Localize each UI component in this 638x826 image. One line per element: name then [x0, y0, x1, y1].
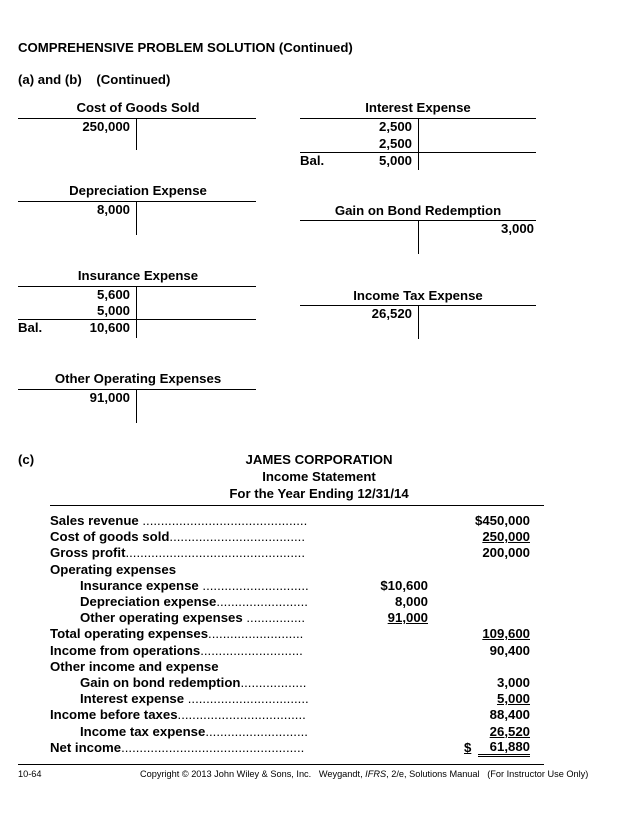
- statement-header-rule: [50, 505, 544, 506]
- dot-leader: .............................................: [138, 513, 308, 528]
- right-amount: 5,000: [496, 691, 530, 707]
- t-account-title: Cost of Goods Sold: [76, 100, 200, 115]
- section-subtitle: (a) and (b) (Continued): [18, 72, 171, 87]
- balance-value: 5,000: [378, 153, 412, 168]
- dot-leader: .....................................: [169, 529, 305, 545]
- t-account-title: Income Tax Expense: [353, 288, 483, 303]
- book-title: IFRS: [365, 769, 387, 779]
- right-amount: 3,000: [496, 675, 530, 690]
- dot-leader: ............................: [205, 723, 308, 739]
- credit-entry: 2,500: [378, 136, 412, 151]
- right-amount: 109,600: [482, 626, 530, 642]
- debit-entry: 5,000: [96, 303, 130, 318]
- mid-amount: $10,600: [380, 577, 428, 593]
- balance-label: Bal.: [300, 153, 325, 168]
- row-label-text: Other operating expenses: [80, 610, 243, 626]
- row-label-text: Income from operations: [50, 642, 201, 658]
- t-account-divider: [418, 118, 419, 170]
- row-label-text: Insurance expense: [80, 577, 199, 593]
- company-name: JAMES CORPORATION: [245, 452, 393, 467]
- row-label: [80, 610, 336, 625]
- debit-entry: 250,000: [82, 119, 130, 134]
- row-label-text: Other income and expense: [50, 658, 219, 674]
- balance-value: 10,600: [89, 320, 130, 335]
- dot-leader: .............................: [198, 577, 309, 593]
- row-label: [50, 740, 336, 755]
- debit-entry: 91,000: [89, 390, 130, 405]
- copyright-notice: [140, 769, 588, 779]
- dot-leader: ............................: [200, 642, 303, 658]
- statement-name: Income Statement: [262, 469, 376, 484]
- dot-leader: ..........................: [208, 626, 304, 642]
- credit-entry: 2,500: [378, 119, 412, 134]
- right-amount: 61,880: [478, 740, 530, 757]
- dot-leader: ...................................: [177, 707, 306, 723]
- row-label: [50, 643, 336, 658]
- row-label-text: Sales revenue: [50, 513, 139, 528]
- right-amount: 26,520: [489, 723, 530, 739]
- dot-leader: .................................................: [125, 545, 306, 561]
- right-amount: 88,400: [489, 707, 530, 723]
- statement-period: For the Year Ending 12/31/14: [229, 486, 409, 501]
- right-amount: 250,000: [482, 529, 530, 545]
- dot-leader: ..................: [240, 675, 307, 690]
- mid-amount: 91,000: [387, 610, 428, 626]
- row-label: [50, 513, 336, 528]
- copyright-tail: , 2/e, Solutions Manual (For Instructor Use Only): [386, 769, 589, 779]
- row-label: [50, 562, 336, 577]
- t-account-divider: [136, 286, 137, 338]
- right-amount: 200,000: [482, 545, 530, 561]
- debit-entry: 8,000: [96, 202, 130, 217]
- page-number: 10-64: [18, 769, 42, 779]
- t-account-divider: [136, 389, 137, 423]
- row-label: [80, 724, 336, 739]
- row-label: [80, 675, 336, 690]
- balance-label: Bal.: [18, 320, 43, 335]
- row-label: [50, 626, 336, 641]
- t-account-title: Insurance Expense: [77, 268, 199, 283]
- t-account-title: Interest Expense: [365, 100, 471, 115]
- dot-leader: .................................: [184, 691, 309, 707]
- row-label-text: Gain on bond redemption: [80, 675, 241, 690]
- t-account-divider: [136, 201, 137, 235]
- row-label: [50, 545, 336, 560]
- t-account-divider: [418, 220, 419, 254]
- t-account-title: Depreciation Expense: [69, 183, 207, 198]
- row-label: [50, 707, 336, 722]
- row-label-text: Operating expenses: [50, 561, 177, 577]
- row-label-text: Depreciation expense: [80, 594, 217, 609]
- row-label: [80, 594, 336, 609]
- row-label-text: Income tax expense: [80, 723, 206, 739]
- page-title: COMPREHENSIVE PROBLEM SOLUTION (Continued): [18, 40, 353, 55]
- t-account-divider: [136, 118, 137, 150]
- footer-rule: [18, 764, 544, 765]
- row-label: [80, 578, 336, 593]
- right-amount: $450,000: [474, 513, 530, 528]
- debit-entry: 5,600: [96, 287, 130, 302]
- row-label-text: Total operating expenses: [50, 626, 209, 642]
- row-label-text: Interest expense: [80, 691, 185, 707]
- currency-sign: $: [464, 739, 472, 755]
- row-label: [50, 659, 336, 674]
- row-label-text: Net income: [50, 739, 122, 755]
- dot-leader: .........................: [216, 594, 308, 609]
- row-label: [80, 691, 336, 706]
- row-label-text: Gross profit: [50, 545, 126, 561]
- copyright-text: Copyright © 2013 John Wiley & Sons, Inc. Weygandt,: [140, 769, 366, 779]
- t-account-divider: [418, 305, 419, 339]
- debit-entry: 26,520: [371, 306, 412, 321]
- row-label: [50, 529, 336, 544]
- dot-leader: ..................................................: [121, 739, 305, 755]
- mid-amount: 8,000: [394, 594, 428, 609]
- right-amount: 90,400: [489, 642, 530, 658]
- row-label-text: Cost of goods sold: [50, 529, 170, 545]
- row-label-text: Income before taxes: [50, 707, 178, 723]
- credit-entry: 3,000: [500, 221, 534, 236]
- t-account-title: Gain on Bond Redemption: [334, 203, 502, 218]
- part-label: (c): [18, 452, 35, 467]
- t-account-title: Other Operating Expenses: [54, 371, 222, 386]
- dot-leader: ................: [242, 610, 305, 626]
